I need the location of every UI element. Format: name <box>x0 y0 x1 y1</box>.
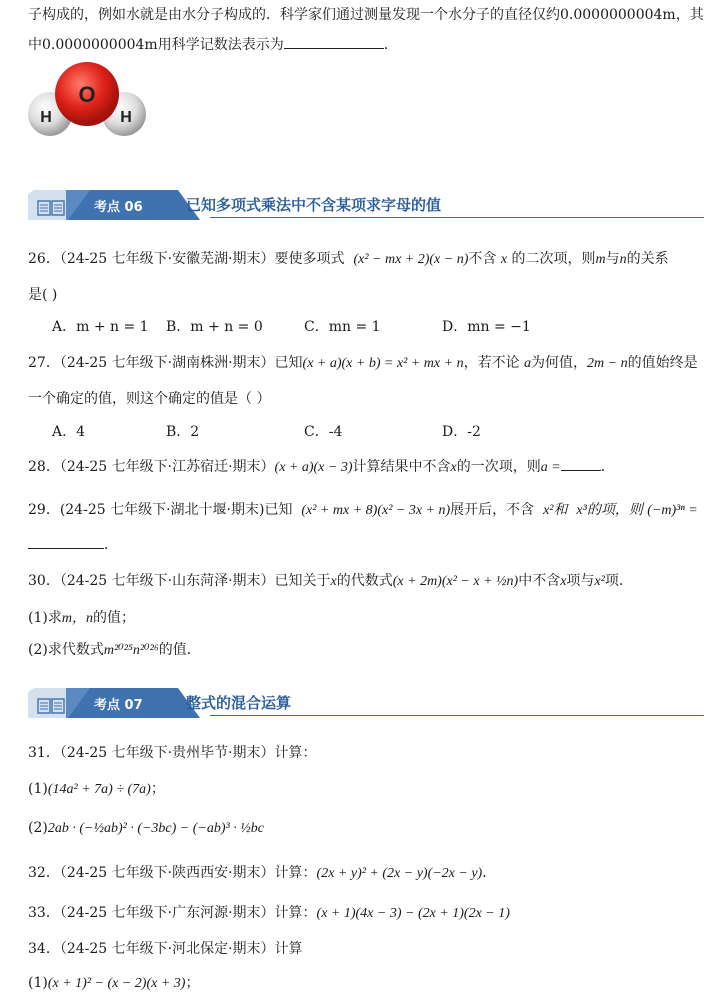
hydrogen-label-left: H <box>40 109 52 126</box>
option-d[interactable]: D．mn = −1 <box>442 319 531 335</box>
question-34-part-1: (1)(x + 1)² − (x − 2)(x + 3)； <box>28 975 200 991</box>
question-30: 30．（24-25 七年级下·山东菏泽·期末）已知关于x的代数式(x + 2m)(x² − x + ½n)中不含x项与x²项． <box>28 573 633 589</box>
section-header-07 <box>28 688 704 718</box>
question-29: 29．(24-25 七年级下·湖北十堰·期末)已知 (x² + mx + 8)(x² − 3x + n)展开后，不含 x²和 x³的项，则 (−m)³ⁿ = <box>28 502 698 518</box>
section-header-06 <box>28 190 704 220</box>
section-label: 考点 06 <box>94 200 143 215</box>
question-31-part-2: (2)2ab · (−½ab)² · (−3bc) − (−ab)³ · ½bc <box>28 820 264 836</box>
option-c[interactable]: C．mn = 1 <box>304 319 381 335</box>
question-32: 32．（24-25 七年级下·陕西西安·期末）计算：(2x + y)² + (2x − y)(−2x − y)． <box>28 865 497 881</box>
section-tab <box>28 688 200 718</box>
question-31: 31．（24-25 七年级下·贵州毕节·期末）计算： <box>28 745 317 761</box>
answer-blank[interactable] <box>561 470 601 471</box>
question-29-line-2: ． <box>28 534 118 554</box>
question-30-part-2: (2)求代数式m²⁰²⁵n²⁰²⁶的值． <box>28 642 201 658</box>
intro-line-2: 中0.0000000004m用科学记数法表示为 ． <box>28 37 398 53</box>
question-28: 28．（24-25 七年级下·江苏宿迁·期末）(x + a)(x − 3)计算结果中不含x的一次项，则a = ． <box>28 459 615 475</box>
option-b[interactable]: B．2 <box>166 424 200 440</box>
section-label: 考点 07 <box>94 698 143 713</box>
section-underline <box>210 715 704 716</box>
option-a[interactable]: A．4 <box>52 424 86 440</box>
water-molecule-illustration <box>26 58 150 140</box>
question-27-line-2: 一个确定的值，则这个确定的值是（ ） <box>28 391 271 407</box>
answer-blank[interactable] <box>284 48 384 49</box>
question-33: 33．（24-25 七年级下·广东河源·期末）计算：(x + 1)(4x − 3) − (2x + 1)(2x − 1) <box>28 905 510 921</box>
option-c[interactable]: C．-4 <box>304 424 343 440</box>
answer-blank[interactable] <box>28 548 104 549</box>
question-27: 27．（24-25 七年级下·湖南株洲·期末）已知(x + a)(x + b) = x² + mx + n，若不论 a为何值，2m − n的值始终是 <box>28 355 698 371</box>
section-underline <box>210 217 704 218</box>
question-30-part-1: (1)求m，n的值； <box>28 610 135 626</box>
option-d[interactable]: D．-2 <box>442 424 481 440</box>
intro-line-1: 子构成的，例如水就是由水分子构成的．科学家们通过测量发现一个水分子的直径仅约0.0000000004m，其 <box>28 7 704 23</box>
question-34: 34．（24-25 七年级下·河北保定·期末）计算 <box>28 941 303 957</box>
oxygen-label: O <box>78 82 96 107</box>
question-31-part-1: (1)(14a² + 7a) ÷ (7a)； <box>28 781 165 797</box>
question-26-line-2: 是( ) <box>28 287 58 303</box>
question-26: 26．（24-25 七年级下·安徽芜湖·期末）要使多项式 (x² − mx + 2)(x − n)不含 x 的二次项，则m与n的关系 <box>28 251 669 267</box>
option-a[interactable]: A．m + n = 1 <box>52 319 149 335</box>
section-title: 整式的混合运算 <box>186 694 292 712</box>
section-title: 已知多项式乘法中不含某项求字母的值 <box>186 196 442 214</box>
section-tab <box>28 190 200 220</box>
option-b[interactable]: B．m + n = 0 <box>166 319 263 335</box>
hydrogen-label-right: H <box>120 109 132 126</box>
